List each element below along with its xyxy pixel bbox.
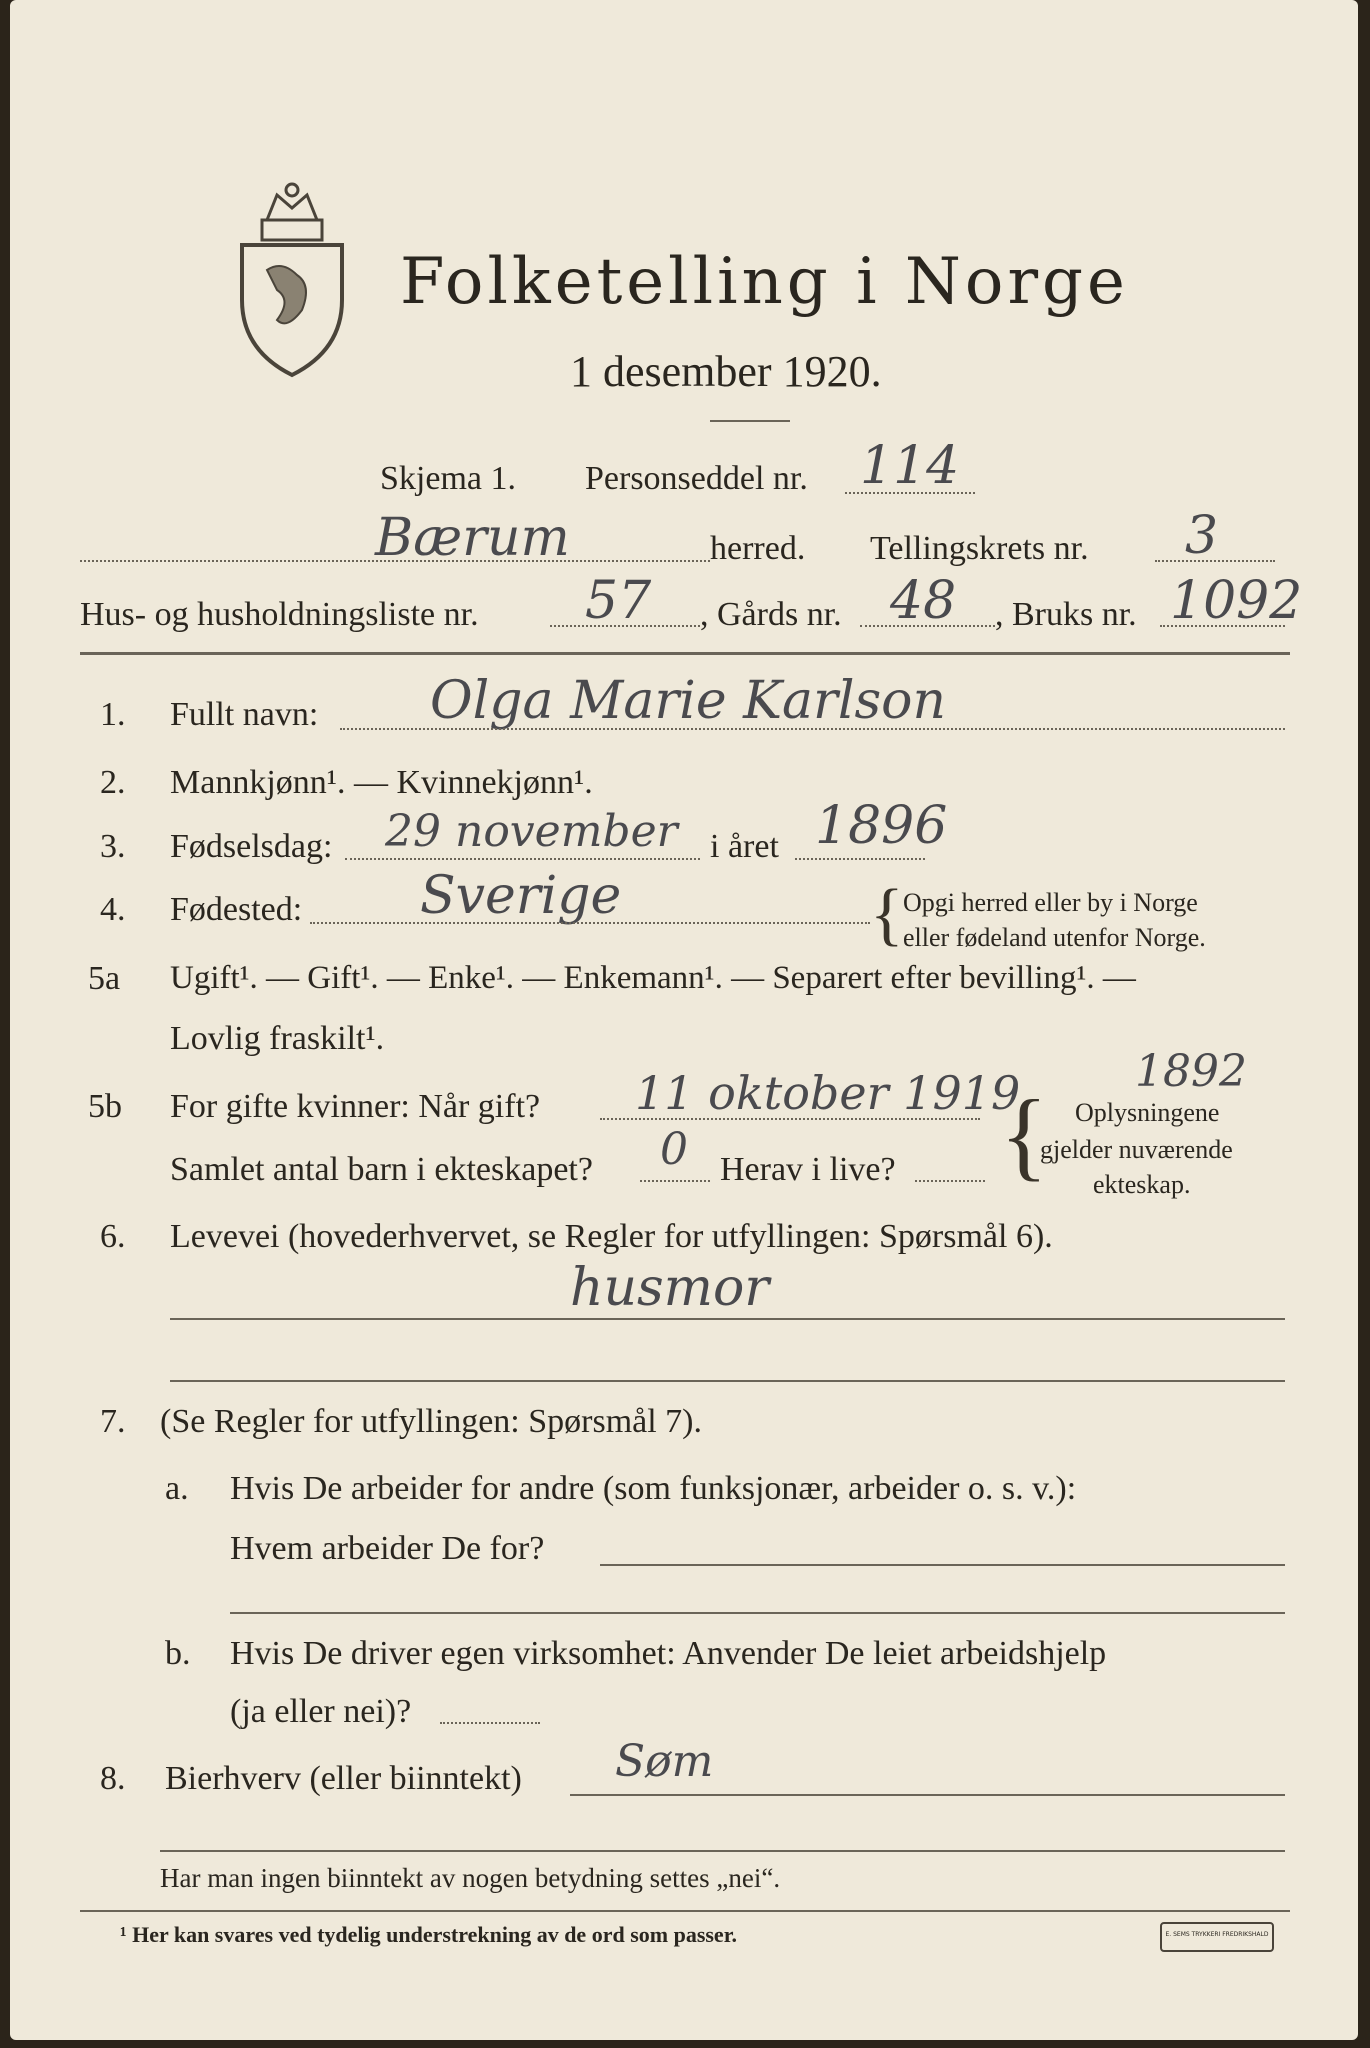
gards-value: 48 xyxy=(890,571,957,631)
q2-label: Mannkjønn¹. — Kvinnekjønn¹. xyxy=(170,764,593,801)
q4-number: 4. xyxy=(100,891,126,928)
q7-label: (Se Regler for utfyllingen: Spørsmål 7). xyxy=(160,1403,703,1440)
q5b-brace: { xyxy=(1000,1079,1048,1190)
census-form xyxy=(10,0,1358,2040)
personseddel-label: Personseddel nr. xyxy=(585,460,808,497)
q3-label: Fødselsdag: xyxy=(170,828,333,865)
bruks-label: , Bruks nr. xyxy=(995,596,1137,633)
title-divider xyxy=(710,420,790,422)
q3-year-label: i året xyxy=(710,828,779,865)
gards-label: , Gårds nr. xyxy=(700,596,842,633)
herred-label: herred. xyxy=(710,530,806,567)
coat-of-arms-icon xyxy=(232,180,352,380)
q7a-number: a. xyxy=(165,1470,189,1507)
form-title: Folketelling i Norge xyxy=(400,245,1129,319)
q8-number: 8. xyxy=(100,1760,126,1797)
q1-label: Fullt navn: xyxy=(170,696,319,733)
no-income-note: Har man ingen biinntekt av nogen betydning settes „nei“. xyxy=(160,1863,781,1893)
q5b-children-value: 0 xyxy=(660,1124,688,1175)
q7-number: 7. xyxy=(100,1403,126,1440)
q5b-value: 11 oktober 1919 xyxy=(635,1066,1021,1120)
printer-stamp xyxy=(1160,1922,1274,1952)
q5a-label2: Lovlig fraskilt¹. xyxy=(170,1020,385,1057)
q5b-note-line2: gjelder nuværende xyxy=(1040,1135,1233,1164)
bruks-value: 1092 xyxy=(1170,571,1303,631)
q8-label: Bierhverv (eller biinntekt) xyxy=(165,1760,522,1797)
q7a-label: Hvis De arbeider for andre (som funksjonær, arbeider o. s. v.): xyxy=(230,1470,1077,1507)
hus-value: 57 xyxy=(585,571,652,631)
q5b-note-line1: Oplysningene xyxy=(1075,1098,1220,1127)
footnote: ¹ Her kan svares ved tydelig understrekning av de ord som passer. xyxy=(120,1922,737,1947)
q5b-number: 5b xyxy=(88,1088,122,1125)
q1-value: Olga Marie Karlson xyxy=(430,671,946,731)
q1-number: 1. xyxy=(100,696,126,733)
herred-value: Bærum xyxy=(375,508,570,568)
q5b-label: For gifte kvinner: Når gift? xyxy=(170,1088,541,1125)
q6-number: 6. xyxy=(100,1218,126,1255)
q3-year-value: 1896 xyxy=(815,796,948,856)
personseddel-value: 114 xyxy=(860,436,960,496)
q5b-note-line3: ekteskap. xyxy=(1093,1170,1191,1199)
q3-value: 29 november xyxy=(385,806,678,857)
q5a-number: 5a xyxy=(88,960,121,997)
q4-brace: { xyxy=(870,876,904,953)
q6-label: Levevei (hovederhvervet, se Regler for utfyllingen: Spørsmål 6). xyxy=(170,1218,1053,1255)
q7b-label: Hvis De driver egen virksomhet: Anvender De leiet arbeidshjelp xyxy=(230,1635,1107,1672)
q4-note-line1: Opgi herred eller by i Norge xyxy=(903,888,1198,917)
q7a-label2: Hvem arbeider De for? xyxy=(230,1530,545,1567)
hus-label: Hus- og husholdningsliste nr. xyxy=(80,596,479,633)
printer-stamp-text: E. SEMS TRYKKERI FREDRIKSHALD xyxy=(1165,1931,1269,1938)
q7b-label2: (ja eller nei)? xyxy=(230,1693,412,1730)
tellingskrets-value: 3 xyxy=(1185,506,1219,566)
q2-number: 2. xyxy=(100,764,126,801)
q5b-alive-label: Herav i live? xyxy=(720,1151,896,1188)
q7b-number: b. xyxy=(165,1635,191,1672)
q5a-label: Ugift¹. — Gift¹. — Enke¹. — Enkemann¹. — Separert efter bevilling¹. — xyxy=(170,960,1136,996)
q4-value: Sverige xyxy=(420,866,622,926)
form-date: 1 desember 1920. xyxy=(570,347,882,396)
q6-value: husmor xyxy=(570,1258,770,1318)
q5b-children-label: Samlet antal barn i ekteskapet? xyxy=(170,1151,593,1188)
q5b-extra: 1892 xyxy=(1135,1046,1247,1097)
tellingskrets-label: Tellingskrets nr. xyxy=(870,530,1089,567)
q8-value: Søm xyxy=(615,1736,714,1787)
q3-number: 3. xyxy=(100,828,126,865)
schema-label: Skjema 1. xyxy=(380,460,516,497)
q4-label: Fødested: xyxy=(170,891,303,928)
q4-note-line2: eller fødeland utenfor Norge. xyxy=(903,923,1206,952)
